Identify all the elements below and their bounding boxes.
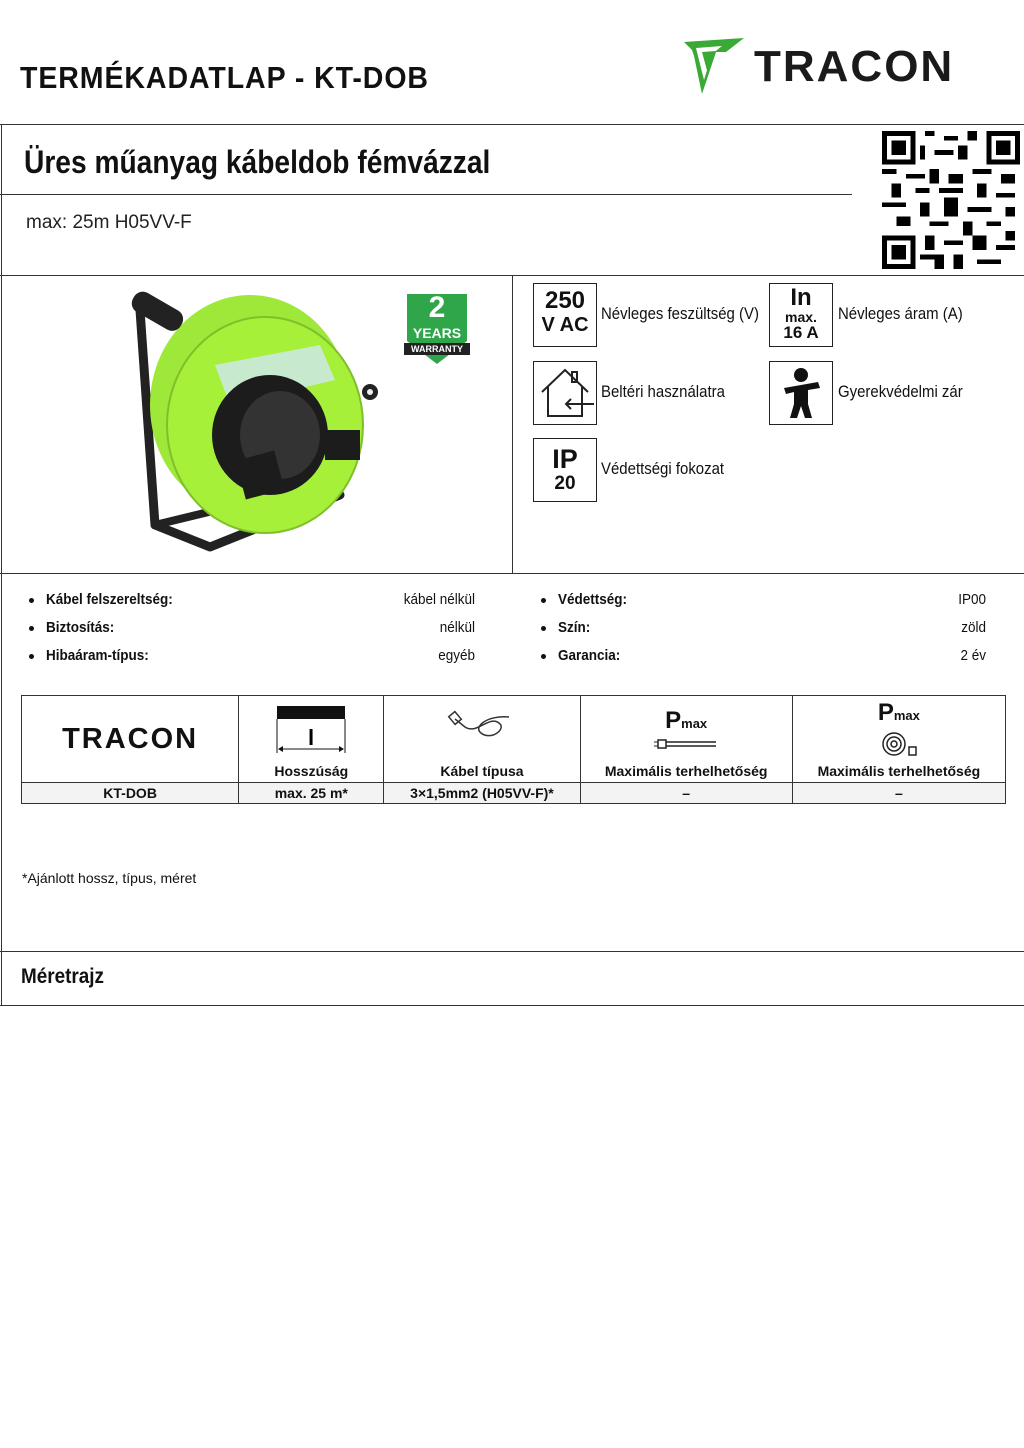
product-subtitle: max: 25m H05VV-F <box>26 212 192 233</box>
property-value: IP00 <box>958 591 986 608</box>
ip-prefix: IP <box>552 444 578 474</box>
document-title: TERMÉKADATLAP - KT-DOB <box>20 60 429 95</box>
badge-years: YEARS <box>412 325 462 341</box>
table-header-cell <box>580 696 792 783</box>
property-value: zöld <box>961 619 986 636</box>
cable-icon <box>447 707 517 747</box>
bullet <box>29 626 34 631</box>
footnote: *Ajánlott hossz, típus, méret <box>22 870 197 886</box>
pmax-p: P <box>665 707 682 734</box>
section-title: Méretrajz <box>21 965 104 988</box>
property-value: kábel nélkül <box>403 591 475 608</box>
current-icon <box>769 283 833 347</box>
property-name: Szín: <box>558 619 591 636</box>
logo-text: TRACON <box>754 42 955 91</box>
spec-table <box>21 695 1006 804</box>
property-value: nélkül <box>439 619 475 636</box>
property-name: Garancia: <box>558 647 621 664</box>
child-icon <box>770 362 832 424</box>
product-title: Üres műanyag kábeldob fémvázzal <box>24 144 491 180</box>
pmax-symbol <box>793 699 1005 727</box>
tracon-logo <box>682 36 1012 98</box>
length-icon <box>276 705 346 757</box>
table-header-max-load-1: Maximális terhelhetőség <box>604 763 768 779</box>
coiled-cable-icon <box>879 729 919 759</box>
bullet <box>541 598 546 603</box>
child-lock-label: Gyerekvédelmi zár <box>838 382 963 401</box>
current-max: max. <box>785 309 817 325</box>
column-divider <box>512 275 513 573</box>
table-header-row <box>22 696 1006 783</box>
bullet <box>29 598 34 603</box>
table-brand-cell <box>22 696 239 783</box>
length-symbol: l <box>308 725 315 750</box>
child-lock-icon <box>769 361 833 425</box>
ip-value: 20 <box>554 473 576 494</box>
voltage-value: 250 <box>544 287 586 314</box>
badge-warranty: WARRANTY <box>411 344 463 354</box>
divider <box>0 124 1024 125</box>
property-name: Kábel felszereltség: <box>46 591 173 608</box>
table-header-cable-type: Kábel típusa <box>440 763 524 779</box>
table-row <box>22 783 1006 804</box>
divider <box>0 194 852 195</box>
voltage-icon <box>533 283 597 347</box>
voltage-label: Névleges feszültség (V) <box>601 304 759 323</box>
tracon-logo-icon <box>682 36 746 98</box>
table-cell-code: KT-DOB <box>22 783 239 804</box>
table-header-length: Hosszúság <box>274 763 349 779</box>
qr-code <box>882 131 1020 269</box>
ip-label: Védettségi fokozat <box>601 459 725 478</box>
frame-left <box>1 124 2 1005</box>
ip-icon <box>533 438 597 502</box>
pmax-symbol <box>581 707 792 735</box>
badge-number: 2 <box>428 291 446 324</box>
bullet <box>541 654 546 659</box>
property-value: 2 év <box>960 647 986 664</box>
indoor-icon <box>533 361 597 425</box>
indoor-label: Beltéri használatra <box>601 382 725 401</box>
property-name: Hibaáram-típus: <box>46 647 149 664</box>
table-cell-max-load-1: – <box>580 783 792 804</box>
current-label: Névleges áram (A) <box>838 304 963 323</box>
table-cell-cable-type: 3×1,5mm2 (H05VV-F)* <box>384 783 580 804</box>
table-cell-max-load-2: – <box>792 783 1005 804</box>
bullet <box>29 654 34 659</box>
pmax-sub: max <box>893 708 920 723</box>
current-value: 16 A <box>783 323 819 342</box>
pmax-p: P <box>877 699 894 726</box>
property-name: Védettség: <box>558 591 628 608</box>
divider <box>0 573 1024 574</box>
table-cell-length: max. 25 m* <box>239 783 384 804</box>
table-header-cell <box>384 696 580 783</box>
table-brand: TRACON <box>62 722 199 755</box>
house-icon <box>534 362 596 424</box>
warranty-badge <box>404 291 470 366</box>
property-name: Biztosítás: <box>46 619 115 636</box>
voltage-unit: V AC <box>541 314 589 336</box>
divider <box>0 1005 1024 1006</box>
current-symbol: In <box>790 284 812 311</box>
divider <box>0 951 1024 952</box>
table-header-cell <box>239 696 384 783</box>
table-header-max-load-2: Maximális terhelhetőség <box>817 763 981 779</box>
plug-cable-icon <box>654 737 718 751</box>
table-header-cell <box>792 696 1005 783</box>
cable-drum-image <box>120 285 380 560</box>
property-value: egyéb <box>438 647 475 664</box>
pmax-sub: max <box>681 716 708 731</box>
bullet <box>541 626 546 631</box>
